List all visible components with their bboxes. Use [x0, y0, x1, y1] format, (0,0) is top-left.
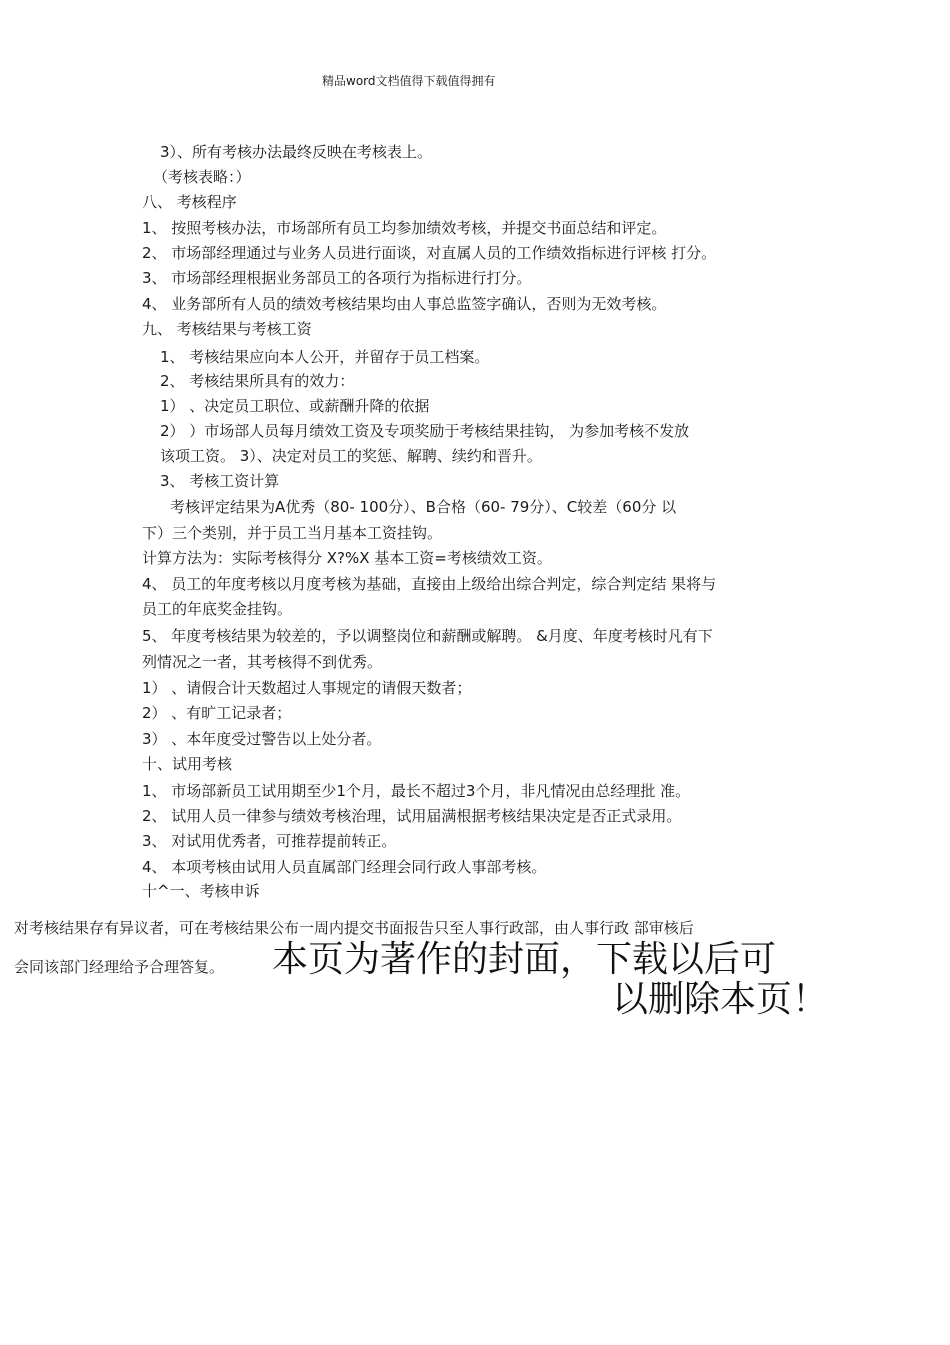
text-line: 4、 本项考核由试用人员直属部门经理会同行政人事部考核。 [142, 858, 547, 876]
text-line: 3） 、本年度受过警告以上处分者。 [142, 730, 382, 748]
text-line: 3、 考核工资计算 [160, 472, 280, 490]
text-line: 1、 考核结果应向本人公开，并留存于员工档案。 [160, 348, 490, 366]
text-line: 1、 按照考核办法，市场部所有员工均参加绩效考核，并提交书面总结和评定。 [142, 219, 667, 237]
text-line: 2、 市场部经理通过与业务人员进行面谈，对直属人员的工作绩效指标进行评核 打分。 [142, 244, 717, 262]
promo-line-1: 本页为著作的封面，下载以后可 [272, 939, 777, 980]
text-line: 2、 试用人员一律参与绩效考核治理，试用届满根据考核结果决定是否正式录用。 [142, 807, 682, 825]
promo-line-2: 以删除本页！ [612, 979, 829, 1020]
text-line: 对考核结果存有异议者，可在考核结果公布一周内提交书面报告只至人事行政部，由人事行政 部审核后 [14, 919, 694, 937]
section-heading: 九、 考核结果与考核工资 [142, 320, 312, 338]
text-line: 1） 、请假合计天数超过人事规定的请假天数者； [142, 679, 472, 697]
text-line: 3）、所有考核办法最终反映在考核表上。 [160, 143, 433, 161]
text-line: 会同该部门经理给予合理答复。 [14, 958, 225, 976]
text-line: 3、 市场部经理根据业务部员工的各项行为指标进行打分。 [142, 269, 532, 287]
text-line: 4、 业务部所有人员的绩效考核结果均由人事总监签字确认，否则为无效考核。 [142, 295, 667, 313]
section-heading: 十、试用考核 [142, 755, 233, 773]
text-line: 4、 员工的年度考核以月度考核为基础，直接由上级给出综合判定，综合判定结 果将与 [142, 575, 717, 593]
text-line: 2） ）市场部人员每月绩效工资及专项奖励于考核结果挂钩， 为参加考核不发放 [160, 422, 690, 440]
text-line: 员工的年底奖金挂钩。 [142, 600, 293, 618]
text-line: 该项工资。 3）、决定对员工的奖惩、解聘、续约和晋升。 [160, 447, 542, 465]
text-line: 1、 市场部新员工试用期至少1个月，最长不超过3个月，非凡情况由总经理批 准。 [142, 782, 691, 800]
text-line: 2） 、有旷工记录者； [142, 704, 292, 722]
text-line: 3、 对试用优秀者，可推荐提前转正。 [142, 832, 397, 850]
text-line: 1） 、决定员工职位、或薪酬升降的依据 [160, 397, 430, 415]
section-heading: 八、 考核程序 [142, 193, 237, 211]
text-line: 5、 年度考核结果为较差的，予以调整岗位和薪酬或解聘。 &月度、年度考核时凡有下 [142, 627, 713, 645]
text-line: 列情况之一者，其考核得不到优秀。 [142, 653, 383, 671]
page-header: 精品word文档值得下载值得拥有 [322, 74, 496, 88]
text-line: 2、 考核结果所具有的效力： [160, 372, 355, 390]
text-line: 计算方法为：实际考核得分 X?%X 基本工资=考核绩效工资。 [142, 549, 552, 567]
text-line: （考核表略：） [153, 168, 251, 186]
text-line: 下）三个类别，并于员工当月基本工资挂钩。 [142, 524, 443, 542]
section-heading: 十^一、考核申诉 [142, 882, 260, 900]
text-line: 考核评定结果为A优秀（80- 100分）、B合格（60- 79分）、C较差（60分 以 [170, 498, 677, 516]
